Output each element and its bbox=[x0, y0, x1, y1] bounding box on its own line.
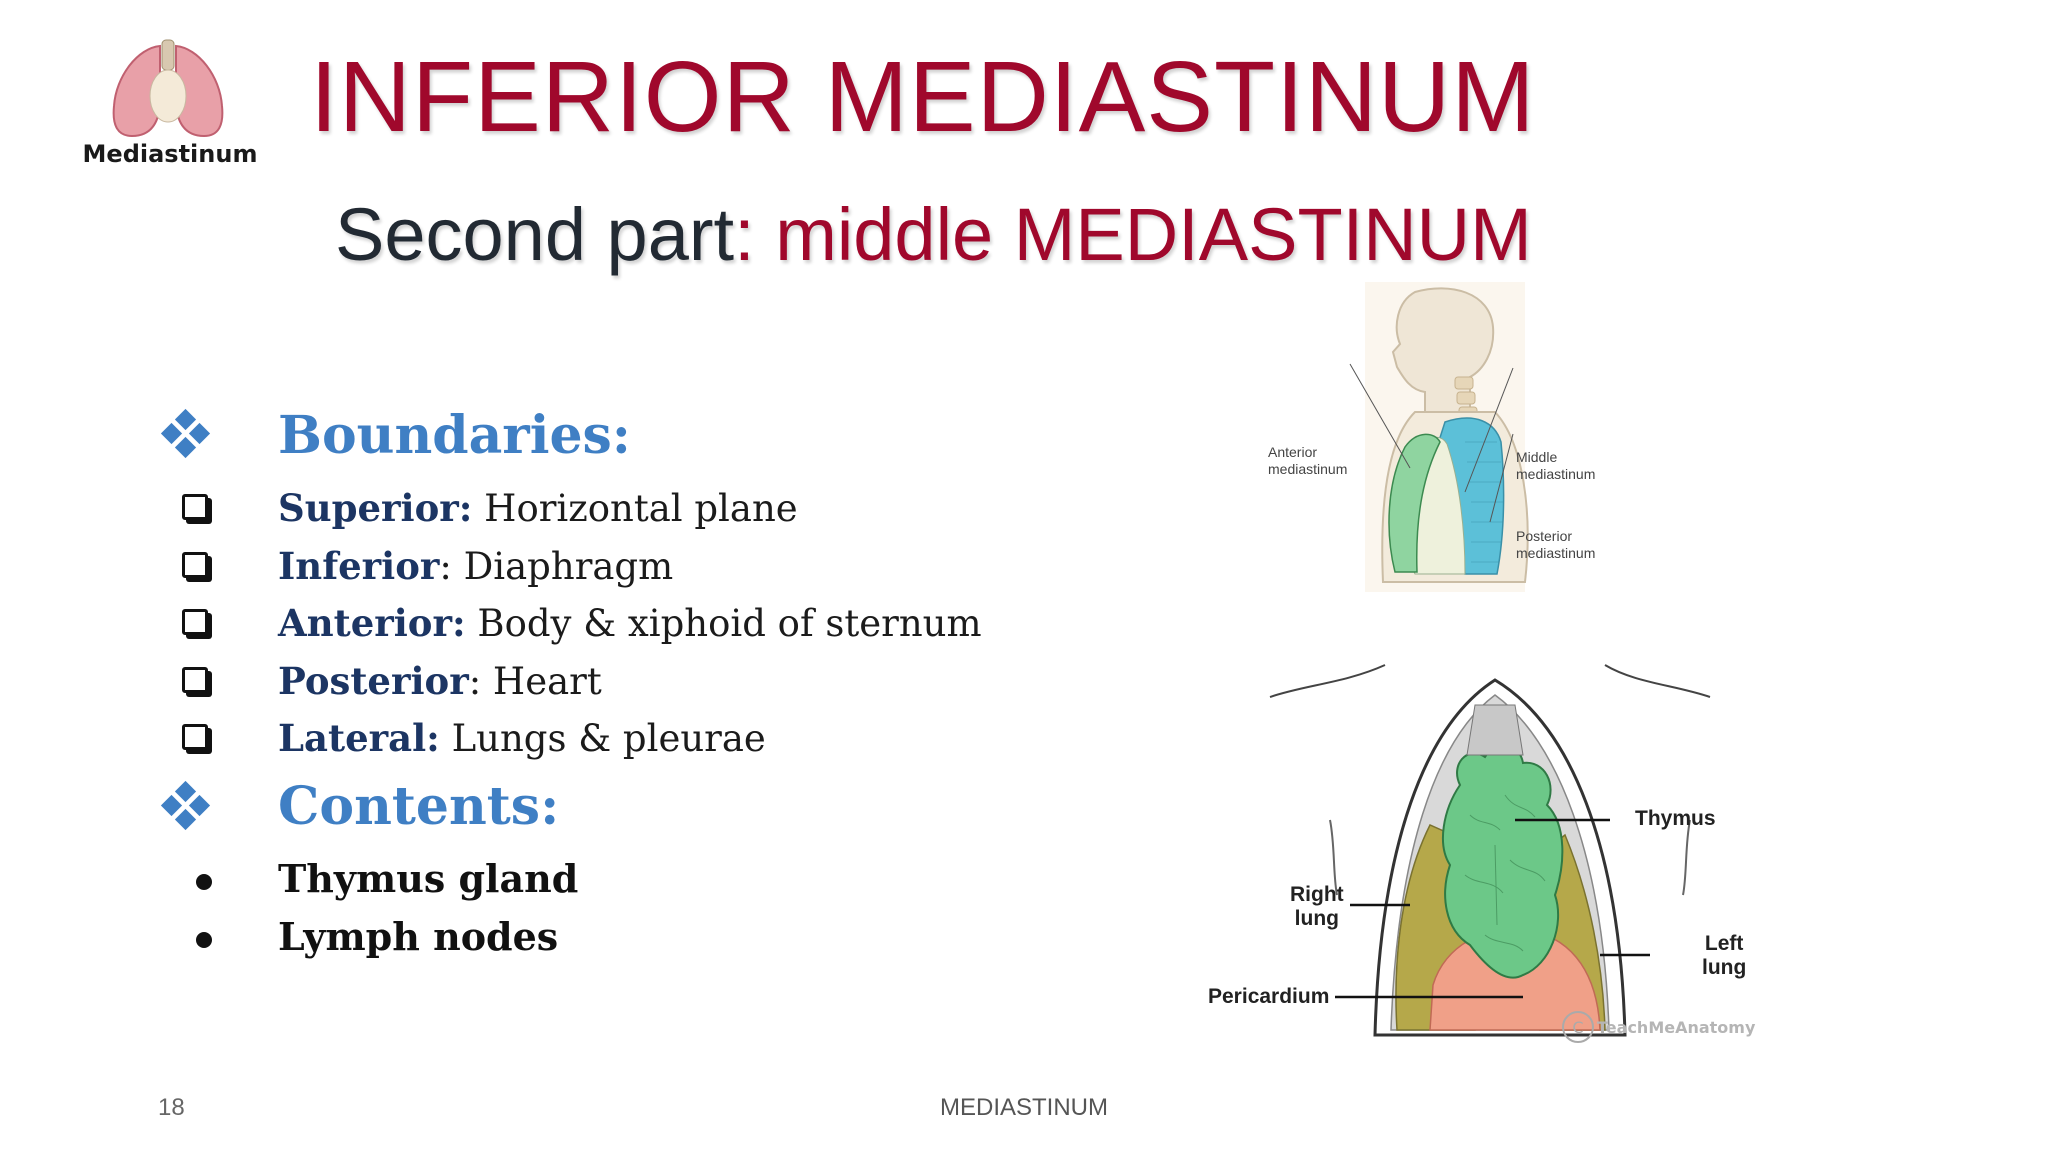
subtitle-separator: : bbox=[734, 193, 776, 276]
slide-title: INFERIOR MEDIASTINUM bbox=[310, 41, 1536, 153]
label-line: lung bbox=[1294, 907, 1339, 930]
boundary-value: : Heart bbox=[468, 660, 602, 703]
footer-text: MEDIASTINUM bbox=[940, 1094, 1108, 1121]
label-line: lung bbox=[1702, 956, 1747, 979]
page-number: 18 bbox=[158, 1094, 185, 1121]
label-thymus: Thymus bbox=[1635, 807, 1716, 830]
boundary-row-lateral bbox=[278, 716, 766, 760]
boundary-key: Inferior bbox=[278, 544, 440, 588]
boundary-value: Lungs & pleurae bbox=[439, 717, 766, 760]
boundary-key: Anterior: bbox=[278, 601, 466, 645]
label-middle-mediastinum bbox=[1516, 449, 1595, 483]
content-item: Thymus gland bbox=[278, 856, 579, 901]
slide-subtitle bbox=[335, 192, 1532, 277]
boundary-key: Lateral: bbox=[278, 716, 440, 760]
label-line: mediastinum bbox=[1516, 545, 1596, 561]
dot-bullet-icon bbox=[196, 874, 212, 890]
label-line: Middle bbox=[1516, 449, 1558, 465]
boundary-value: Body & xiphoid of sternum bbox=[465, 602, 982, 645]
checkbox-bullet-icon bbox=[182, 609, 208, 635]
checkbox-bullet-icon bbox=[182, 494, 208, 520]
label-line: Posterior bbox=[1516, 528, 1573, 544]
boundary-row-posterior bbox=[278, 659, 602, 703]
subtitle-part2: middle MEDIASTINUM bbox=[775, 193, 1532, 276]
label-line: mediastinum bbox=[1268, 461, 1348, 477]
label-right-lung bbox=[1290, 883, 1344, 931]
logo-label: Mediastinum bbox=[82, 140, 258, 168]
lungs-icon bbox=[88, 36, 248, 146]
checkbox-bullet-icon bbox=[182, 724, 208, 750]
diamond-bullet-icon bbox=[160, 780, 212, 832]
label-anterior-mediastinum bbox=[1268, 444, 1347, 478]
label-left-lung bbox=[1702, 932, 1746, 980]
label-line: Anterior bbox=[1268, 444, 1318, 460]
diamond-bullet-icon bbox=[160, 408, 212, 460]
boundary-row-superior bbox=[278, 486, 798, 530]
label-pericardium: Pericardium bbox=[1208, 985, 1330, 1008]
boundary-value: Horizontal plane bbox=[472, 487, 798, 530]
contents-heading: Contents: bbox=[278, 776, 560, 837]
boundaries-heading: Boundaries: bbox=[278, 405, 632, 466]
boundary-value: : Diaphragm bbox=[439, 545, 674, 588]
teachmeanatomy-watermark: TeachMeAnatomy bbox=[1597, 1018, 1756, 1037]
content-item: Lymph nodes bbox=[278, 914, 559, 959]
boundary-row-inferior bbox=[278, 544, 673, 588]
boundary-row-anterior bbox=[278, 601, 982, 645]
subtitle-part1: Second part bbox=[335, 193, 735, 276]
svg-text:C: C bbox=[1572, 1018, 1584, 1037]
label-line: mediastinum bbox=[1516, 466, 1596, 482]
label-line: Left bbox=[1704, 932, 1744, 955]
boundary-key: Posterior bbox=[278, 659, 469, 703]
label-posterior-mediastinum bbox=[1516, 528, 1595, 562]
dot-bullet-icon bbox=[196, 932, 212, 948]
checkbox-bullet-icon bbox=[182, 552, 208, 578]
label-line: Right bbox=[1290, 883, 1344, 906]
checkbox-bullet-icon bbox=[182, 667, 208, 693]
boundary-key: Superior: bbox=[278, 486, 473, 530]
